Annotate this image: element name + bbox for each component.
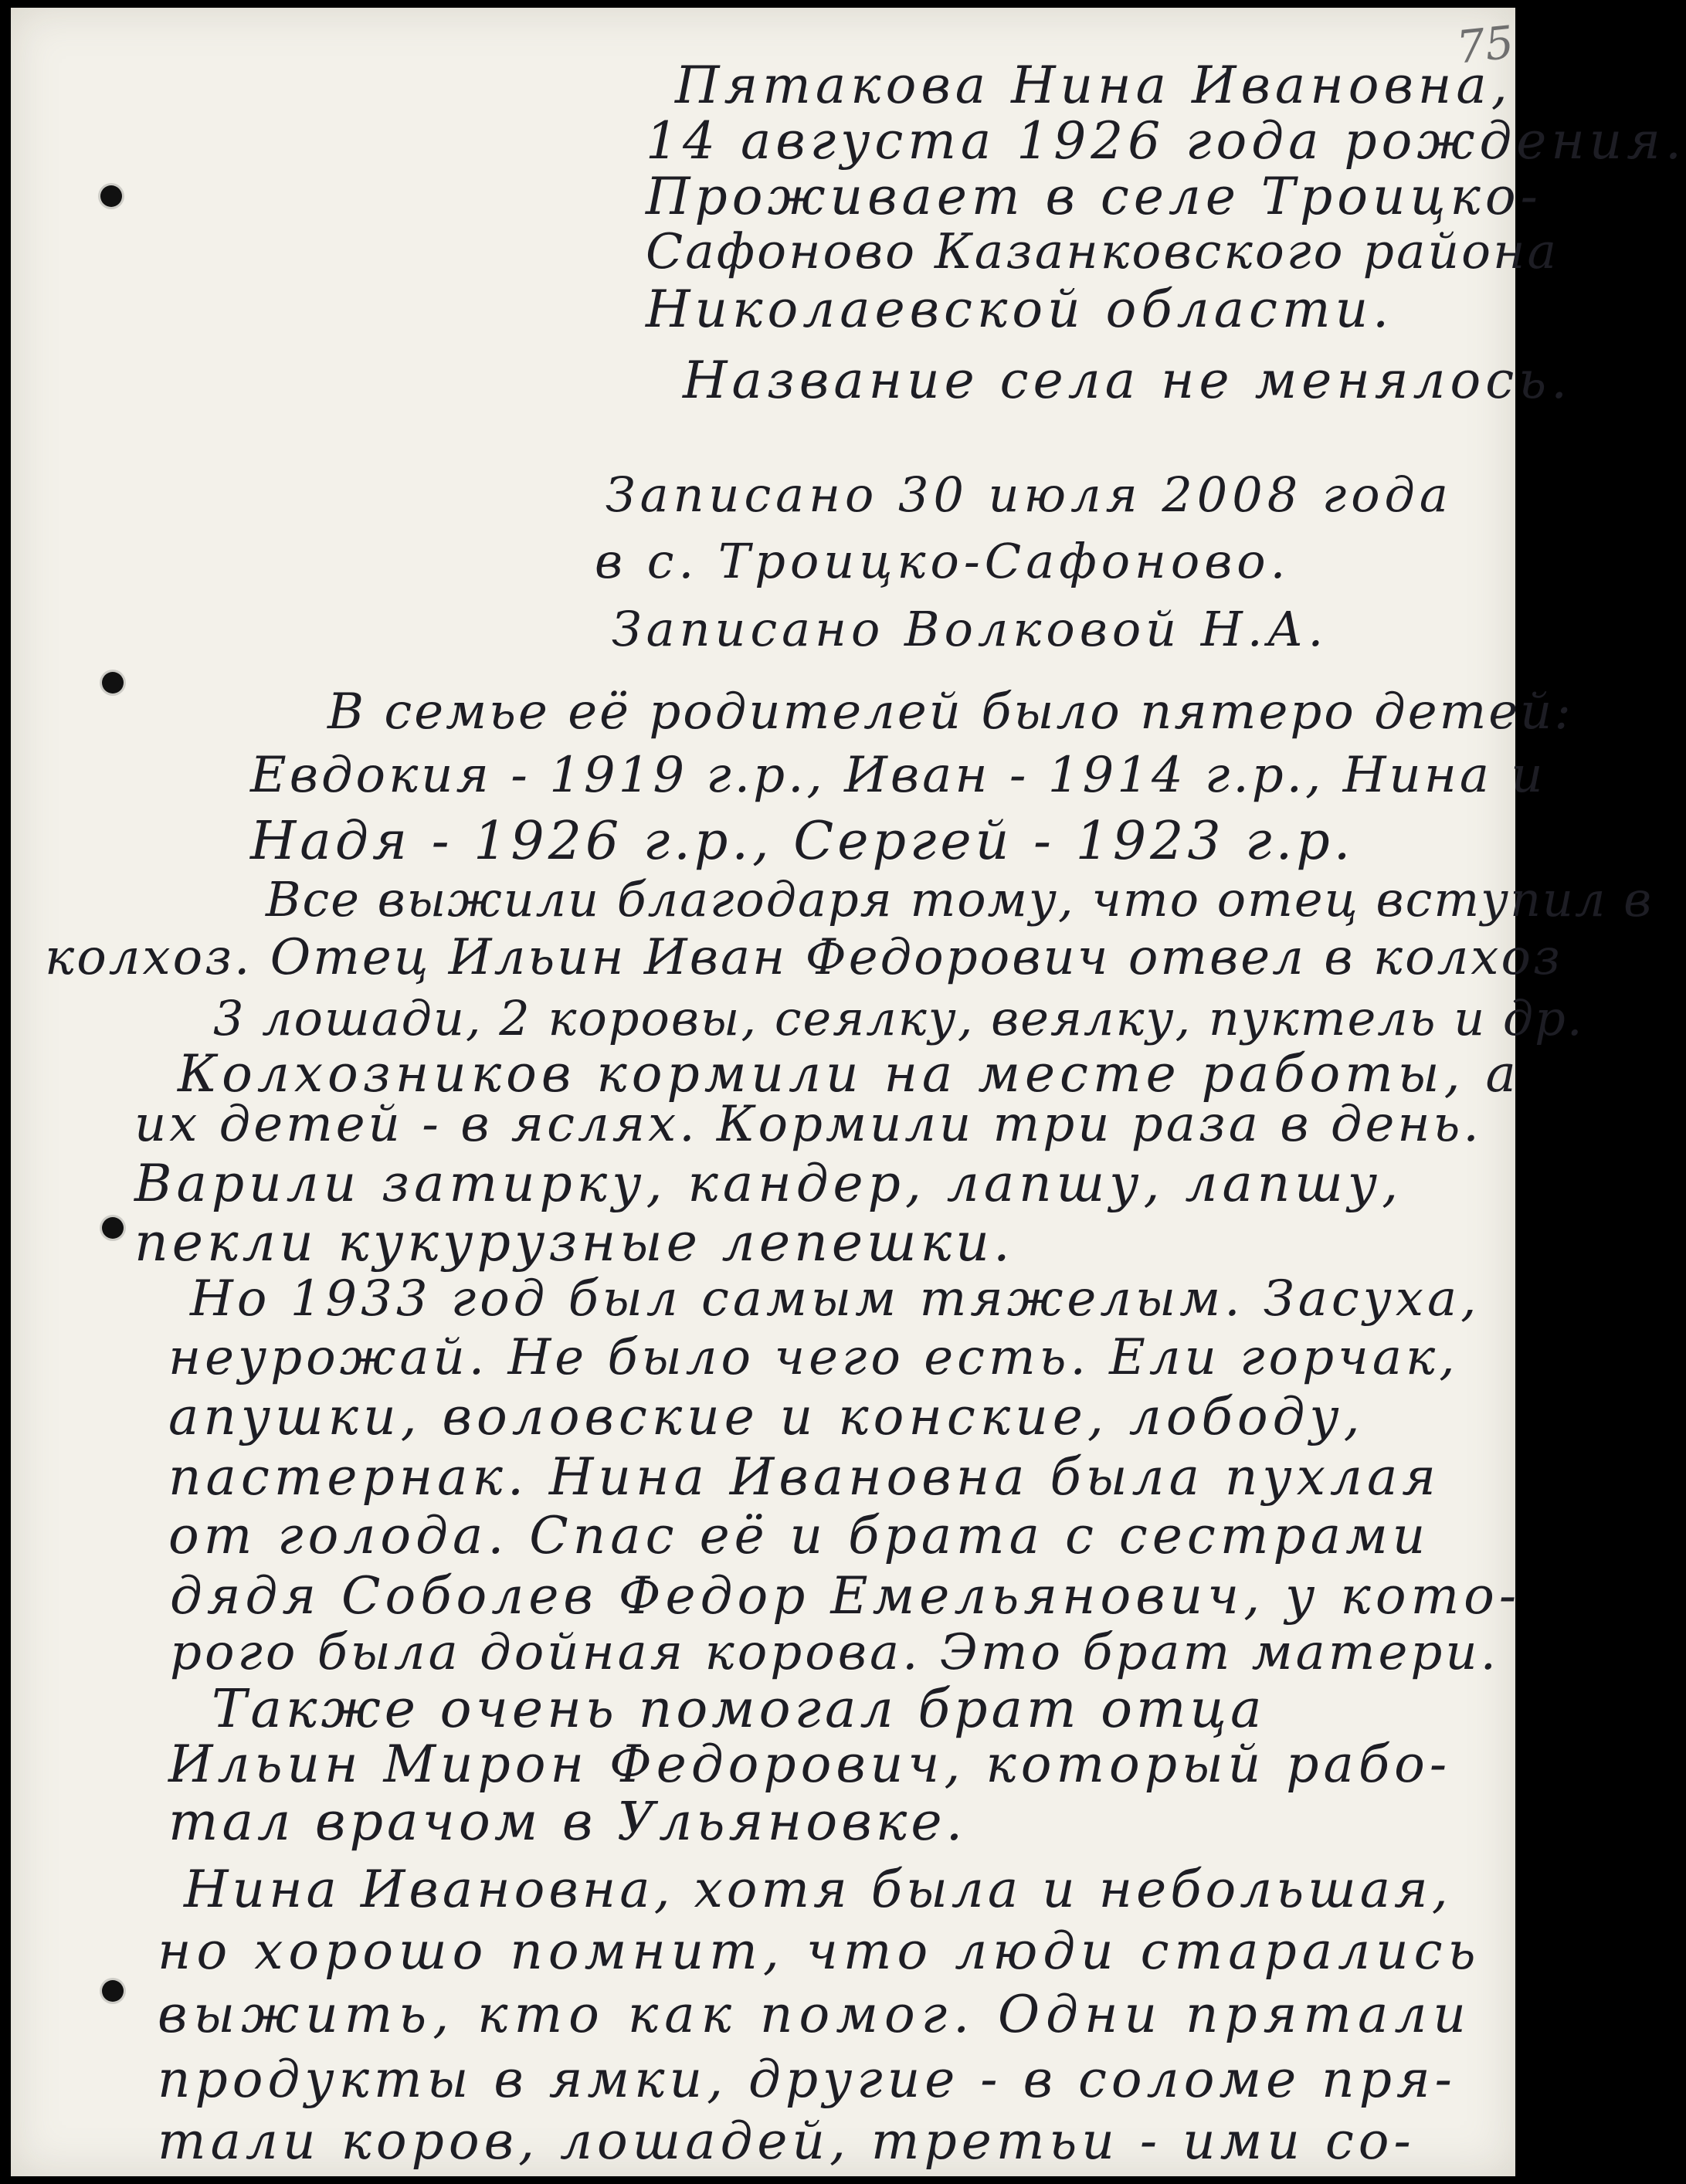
header-line: Название села не менялось. bbox=[683, 351, 1572, 410]
body-line: Нина Ивановна, хотя была и небольшая, bbox=[184, 1860, 1452, 1919]
body-line: выжить, кто как помог. Одни прятали bbox=[158, 1985, 1472, 2044]
body-line: пастернак. Нина Ивановна была пухлая bbox=[168, 1447, 1440, 1507]
body-line: Надя - 1926 г.р., Сергей - 1923 г.р. bbox=[250, 811, 1355, 872]
body-line: Варили затирку, кандер, лапшу, лапшу, bbox=[134, 1154, 1403, 1213]
body-line: Евдокия - 1919 г.р., Иван - 1914 г.р., Нина и bbox=[250, 747, 1546, 804]
body-line: дядя Соболев Федор Емельянович, у кото- bbox=[170, 1566, 1521, 1626]
archive-page-number: 75 bbox=[1454, 15, 1517, 74]
body-line: апушки, воловские и конские, лободу, bbox=[168, 1387, 1365, 1446]
body-line: колхоз. Отец Ильин Иван Федорович отвел в колхоз bbox=[45, 929, 1562, 986]
record-line: Записано 30 июля 2008 года bbox=[606, 466, 1453, 523]
body-line: Колхозников кормили на месте работы, а bbox=[178, 1044, 1521, 1104]
body-line: Но 1933 год был самым тяжелым. Засуха, bbox=[190, 1270, 1481, 1328]
header-line: Николаевской области. bbox=[646, 280, 1394, 339]
punch-hole-top bbox=[100, 185, 122, 207]
body-line: Также очень помогал брат отца bbox=[212, 1679, 1266, 1740]
body-line: неурожай. Не было чего есть. Ели горчак, bbox=[168, 1329, 1459, 1386]
header-line: Проживает в селе Троицко- bbox=[646, 167, 1542, 226]
body-line: тали коров, лошадей, третьи - ими со- bbox=[158, 2111, 1416, 2171]
body-line: от голода. Спас её и брата с сестрами bbox=[168, 1506, 1430, 1565]
record-line: в с. Троицко-Сафоново. bbox=[595, 533, 1291, 589]
body-line: но хорошо помнит, что люди старались bbox=[158, 1921, 1481, 1981]
punch-hole-upper-middle bbox=[102, 672, 124, 694]
body-line: 3 лошади, 2 коровы, сеялку, веялку, пуктель и др. bbox=[213, 990, 1584, 1046]
header-line: 14 августа 1926 года рождения. bbox=[646, 111, 1686, 171]
header-line: Сафоново Казанковского района bbox=[646, 223, 1559, 280]
punch-hole-bottom bbox=[102, 1980, 124, 2002]
body-line: рого была дойная корова. Это брат матери. bbox=[170, 1624, 1499, 1681]
body-line: тал врачом в Ульяновке. bbox=[168, 1792, 967, 1853]
body-line: В семье её родителей было пятеро детей: bbox=[327, 683, 1573, 741]
body-line: пекли кукурузные лепешки. bbox=[134, 1212, 1014, 1273]
body-line: продукты в ямки, другие - в соломе пря- bbox=[158, 2050, 1457, 2109]
record-line: Записано Волковой Н.А. bbox=[612, 601, 1328, 657]
body-line: Все выжили благодаря тому, что отец вступил в bbox=[266, 871, 1654, 928]
body-line: их детей - в яслях. Кормили три раза в день. bbox=[134, 1096, 1482, 1153]
header-line: Пятакова Нина Ивановна, bbox=[675, 56, 1512, 115]
body-line: Ильин Мирон Федорович, который рабо- bbox=[168, 1735, 1452, 1794]
document-page bbox=[11, 8, 1686, 2176]
punch-hole-lower-middle bbox=[102, 1217, 124, 1239]
